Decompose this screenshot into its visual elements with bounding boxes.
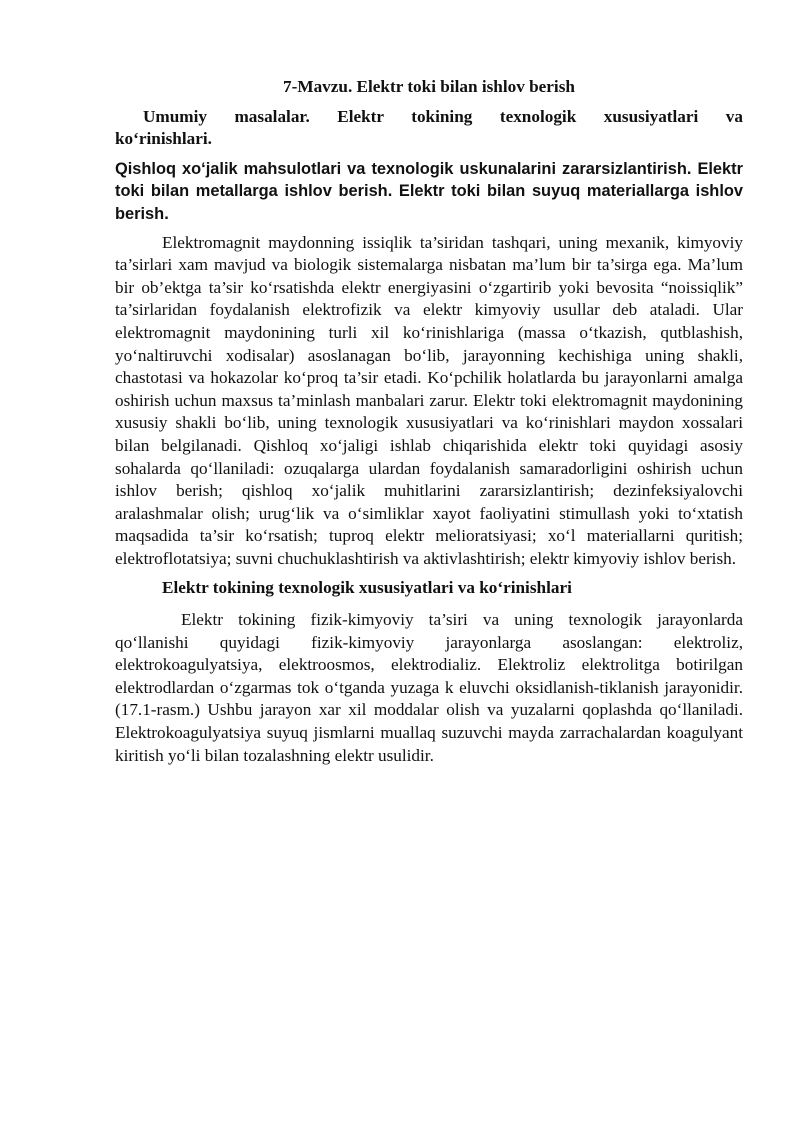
document-page [115,76,743,767]
general-subheading: Umumiy masalalar. Elektr tokining texnologik xususiyatlari va ko‘rinishlari. [115,106,743,149]
body-paragraph-2: Elektr tokining fizik-kimyoviy ta’siri va uning texnologik jarayonlarda qo‘llanishi quyidagi fizik-kimyoviy jarayonlarga asoslangan: elektroliz, elektrokoagulyatsiya, elektroosmos, elektrodializ. Elektroliz elektrolitga botirilgan elektrodlardan o‘zgarmas tok o‘tganda yuzaga k eluvchi oksidlanish-tiklanish jarayonidir. (17.1-rasm.) Ushbu jarayon xar xil moddalar olish va yuzalarni qoplashda qo‘llaniladi. Elektrokoagulyatsiya suyuq jismlarni muallaq suzuvchi mayda zarrachalardan koagulyant kiritish yo‘li bilan tozalashning elektr usulidir. [115,610,743,765]
section-heading: Elektr tokining texnologik xususiyatlari va ko‘rinishlari [162,578,572,598]
document-title: 7-Mavzu. Elektr toki bilan ishlov berish [283,77,575,96]
topics-subheading: Qishloq xo‘jalik mahsulotlari va texnologik uskunalarini zararsizlantirish. Elektr toki bilan metallarga ishlov berish. Elektr toki bilan suyuq materiallarga ishlov berish. [115,159,743,223]
body-paragraph-1: Elektromagnit maydonning issiqlik ta’siridan tashqari, uning mexanik, kimyoviy ta’sirlari xam mavjud va biologik sistemalarga nisbatan ma’lum bir ta’sirga ega. Ma’lum bir ob’ektga ta’sir ko‘rsatishda elektr energiyasini o‘zgartirib yoki bevosita “noissiqlik” ta’sirlaridan foydalanish elektrofizik va elektr kimyoviy usullar deb ataladi. Ular elektromagnit maydonining turli xil ko‘rinishlariga (massa o‘tkazish, qutblashish, yo‘naltiruvchi xodisalar) asoslanagan bo‘lib, jarayonning kechishiga uning shakli, chastotasi va hokazolar ko‘proq ta’sir etadi. Ko‘pchilik holatlarda bu jarayonlarni amalga oshirish uchun maxsus ta’minlash manbalari zarur. Elektr toki elektromagnit maydonining xususiy shakli bo‘lib, uning texnologik xususiyatlari va ko‘rinishlari maydon xossalari bilan belgilanadi. Qishloq xo‘jaligi ishlab chiqarishida elektr toki quyidagi asosiy sohalarda qo‘llaniladi: ozuqalarga ulardan foydalanish samaradorligini oshirish uchun ishlov berish; qishloq xo‘jalik muhitlarini zararsizlantirish; dezinfeksiyalovchi aralashmalar olish; urug‘lik va o‘simliklar xayot faoliyatini stimullash yoki to‘xtatish maqsadida ta’sir ko‘rsatish; tuproq elektr melioratsiyasi; xo‘l materiallarni quritish; elektroflotatsiya; suvni chuchuklashtirish va aktivlashtirish; elektr kimyoviy ishlov berish. [115,232,743,568]
